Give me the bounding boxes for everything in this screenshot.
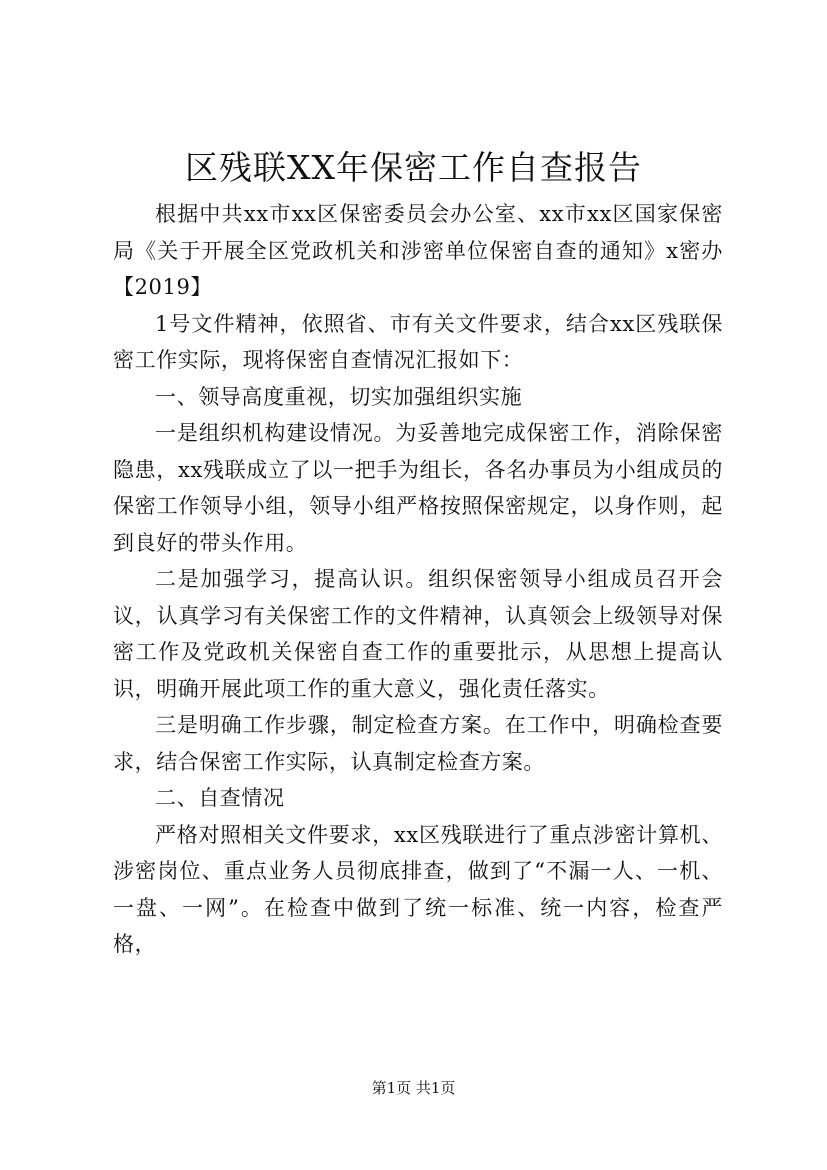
paragraph-study: 二是加强学习，提高认识。组织保密领导小组成员召开会议，认真学习有关保密工作的文件精神，认真领会上级领导对保密工作及党政机关保密自查工作的重要批示，从思想上提高认识，明确开展此项工作的重大意义，强化责任落实。 — [113, 567, 723, 701]
paragraph-inspection: 严格对照相关文件要求，xx区残联进行了重点涉密计算机、涉密岗位、重点业务人员彻底排查，做到了“不漏一人、一机、一盘、一网”。在检查中做到了统一标准、统一内容，检查严格， — [113, 822, 723, 956]
document-title: 区残联XX年保密工作自查报告 — [185, 148, 642, 187]
page-number-footer: 第1页 共1页 — [371, 1079, 456, 1097]
paragraph-plan: 三是明确工作步骤，制定检查方案。在工作中，明确检查要求，结合保密工作实际，认真制定检查方案。 — [113, 713, 723, 774]
paragraph-organization: 一是组织机构建设情况。为妥善地完成保密工作，消除保密隐患，xx残联成立了以一把手为组长，各名办事员为小组成员的保密工作领导小组，领导小组严格按照保密规定，以身作则，起到良好的带头作用。 — [113, 421, 723, 555]
document-body — [113, 196, 723, 963]
paragraph-intro-continued: 1号文件精神，依照省、市有关文件要求，结合xx区残联保密工作实际，现将保密自查情况汇报如下： — [113, 311, 723, 372]
paragraph-intro: 根据中共xx市xx区保密委员会办公室、xx市xx区国家保密局《关于开展全区党政机关和涉密单位保密自查的通知》x密办【2019】 — [113, 202, 723, 299]
section-heading-1: 一、领导高度重视，切实加强组织实施 — [155, 384, 523, 409]
section-heading-2: 二、自查情况 — [155, 786, 285, 810]
